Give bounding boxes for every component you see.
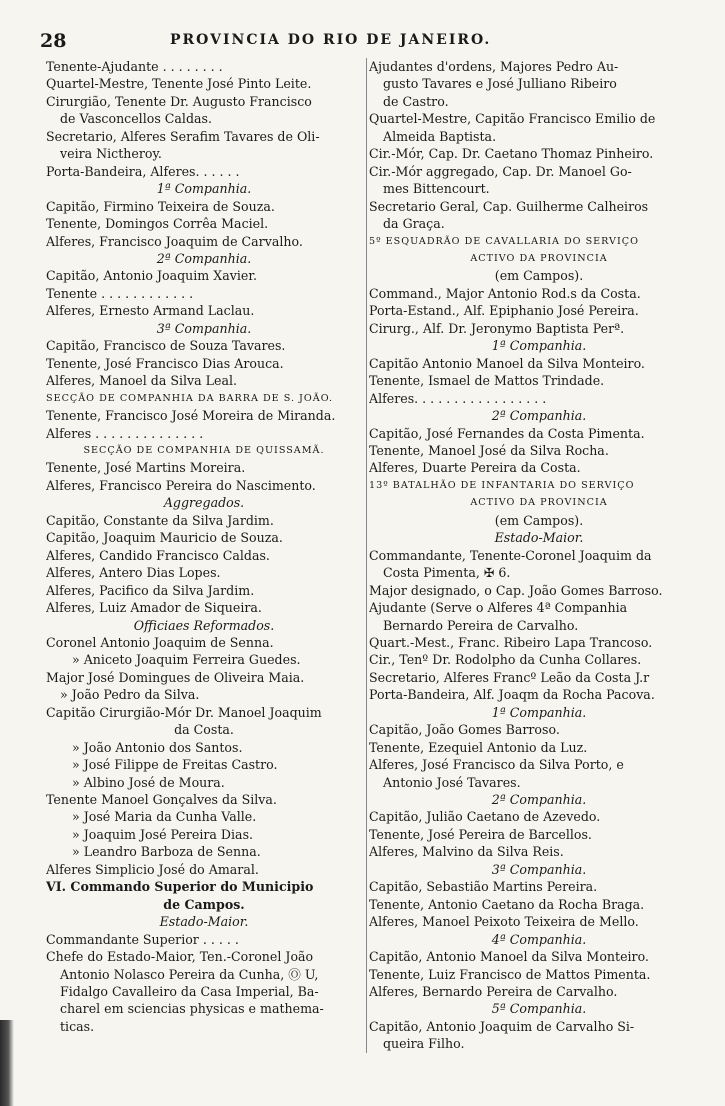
right-column-line: Alferes, Manoel Peixoto Teixeira de Mello. bbox=[369, 914, 639, 930]
right-column-line: 1ª Companhia. bbox=[491, 704, 587, 720]
left-column-line: Capitão, Firmino Teixeira de Souza. bbox=[46, 198, 275, 214]
left-column-line: Capitão, Constante da Silva Jardim. bbox=[46, 512, 274, 528]
right-column-line: Capitão Antonio Manoel da Silva Monteiro. bbox=[369, 355, 645, 371]
left-column bbox=[46, 58, 362, 1035]
left-column-line: Alferes, Luiz Amador de Siqueira. bbox=[46, 600, 262, 616]
left-column-line: » João Antonio dos Santos. bbox=[72, 739, 243, 755]
right-column-line: Alferes, Duarte Pereira da Costa. bbox=[369, 460, 581, 476]
right-column-line: Tenente, Ismael de Mattos Trindade. bbox=[369, 373, 605, 389]
right-column-line: Alferes, Bernardo Pereira de Carvalho. bbox=[369, 984, 618, 1000]
right-column-line: 1ª Companhia. bbox=[491, 338, 587, 354]
right-column-line: Command., Major Antonio Rod.s da Costa. bbox=[369, 285, 641, 301]
right-column-line: de Castro. bbox=[383, 93, 449, 109]
right-column-line: ACTIVO DA PROVINCIA bbox=[470, 497, 608, 509]
right-column-line: Alferes, José Francisco da Silva Porto, e bbox=[369, 757, 624, 773]
right-column-line: 5º ESQUADRÃO DE CAVALLARIA DO SERVIÇO bbox=[369, 235, 639, 247]
right-column-line: Alferes, Malvino da Silva Reis. bbox=[369, 844, 564, 860]
left-column-line: » Joaquim José Pereira Dias. bbox=[72, 826, 254, 842]
right-column-line: Estado-Maior. bbox=[494, 530, 584, 546]
left-column-line: » João Pedro da Silva. bbox=[60, 687, 200, 703]
right-column-line: (em Campos). bbox=[494, 268, 584, 284]
right-column-line: Alferes. . . . . . . . . . . . . . . . . bbox=[369, 390, 547, 406]
left-column-line: Alferes, Manoel da Silva Leal. bbox=[46, 373, 237, 389]
left-column-line: 2ª Companhia. bbox=[156, 250, 252, 266]
right-column-line: Costa Pimenta, ✠ 6. bbox=[383, 565, 511, 581]
right-column-line: 2ª Companhia. bbox=[491, 408, 587, 424]
right-column-line: Capitão, João Gomes Barroso. bbox=[369, 722, 560, 738]
left-column-line: Tenente, José Francisco Dias Arouca. bbox=[46, 355, 284, 371]
right-column-line: Cir., Tenº Dr. Rodolpho da Cunha Collares. bbox=[369, 652, 642, 668]
left-column-line: Tenente . . . . . . . . . . . . bbox=[46, 285, 194, 301]
right-column-line: Tenente, Manoel José da Silva Rocha. bbox=[369, 442, 609, 458]
right-column-line: Almeida Baptista. bbox=[383, 128, 497, 144]
right-column-line: Tenente, Luiz Francisco de Mattos Pimenta. bbox=[369, 966, 651, 982]
left-column-line: SECÇÃO DE COMPANHIA DA BARRA DE S. JOÃO. bbox=[46, 392, 334, 404]
right-column-line: Capitão, Antonio Joaquim de Carvalho Si- bbox=[369, 1018, 635, 1034]
left-column-line: » Aniceto Joaquim Ferreira Guedes. bbox=[72, 652, 301, 668]
right-column-line: Ajudante (Serve o Alferes 4ª Companhia bbox=[369, 600, 628, 616]
left-column-line: Aggregados. bbox=[163, 495, 245, 511]
page-header bbox=[40, 30, 700, 52]
left-column-line: Capitão, Francisco de Souza Tavares. bbox=[46, 338, 286, 354]
left-column-line: » Albino José de Moura. bbox=[72, 774, 225, 790]
left-column-line: » Leandro Barboza de Senna. bbox=[72, 844, 261, 860]
left-column-line: Alferes, Pacifico da Silva Jardim. bbox=[46, 582, 255, 598]
right-column-line: 5ª Companhia. bbox=[491, 1001, 587, 1017]
running-title: PROVINCIA DO RIO DE JANEIRO. bbox=[170, 32, 492, 48]
left-column-line: Antonio Nolasco Pereira da Cunha, Ⓞ U, bbox=[60, 966, 319, 982]
left-column-line: Major José Domingues de Oliveira Maia. bbox=[46, 669, 305, 685]
right-column-line: ACTIVO DA PROVINCIA bbox=[470, 252, 608, 264]
right-column-line: Bernardo Pereira de Carvalho. bbox=[383, 617, 579, 633]
right-column-line: Capitão, José Fernandes da Costa Pimenta. bbox=[369, 425, 645, 441]
right-column-line: Tenente, José Pereira de Barcellos. bbox=[369, 826, 592, 842]
left-column-line: Chefe do Estado-Maior, Ten.-Coronel João bbox=[46, 949, 314, 965]
left-column-line: Alferes . . . . . . . . . . . . . . bbox=[46, 425, 204, 441]
left-column-line: 1ª Companhia. bbox=[156, 181, 252, 197]
left-column-line: Officiaes Reformados. bbox=[133, 617, 275, 633]
right-column-line: Cir.-Mór, Cap. Dr. Caetano Thomaz Pinheiro. bbox=[369, 146, 654, 162]
right-column-line: Tenente, Antonio Caetano da Rocha Braga. bbox=[369, 896, 645, 912]
right-column-line: Porta-Estand., Alf. Epiphanio José Pereira. bbox=[369, 303, 639, 319]
right-column bbox=[366, 58, 709, 1053]
left-column-line: Quartel-Mestre, Tenente José Pinto Leite. bbox=[46, 76, 312, 92]
left-column-line: veira Nictheroy. bbox=[60, 146, 162, 162]
left-column-line: Tenente, Domingos Corrêa Maciel. bbox=[46, 216, 269, 232]
left-column-line: Cirurgião, Tenente Dr. Augusto Francisco bbox=[46, 93, 312, 109]
left-column-line: Estado-Maior. bbox=[159, 914, 249, 930]
right-column-line: Antonio José Tavares. bbox=[383, 774, 521, 790]
page-number: 28 bbox=[40, 30, 67, 52]
left-column-line: de Campos. bbox=[163, 896, 245, 912]
right-column-line: Cir.-Mór aggregado, Cap. Dr. Manoel Go- bbox=[369, 163, 632, 179]
left-column-line: Fidalgo Cavalleiro da Casa Imperial, Ba- bbox=[60, 984, 319, 1000]
right-column-line: Secretario Geral, Cap. Guilherme Calheiros bbox=[369, 198, 649, 214]
left-column-line: Porta-Bandeira, Alferes. . . . . . bbox=[46, 163, 240, 179]
left-column-line: Capitão, Joaquim Mauricio de Souza. bbox=[46, 530, 283, 546]
left-column-line: Commandante Superior . . . . . bbox=[46, 931, 239, 947]
right-column-line: 13º BATALHÃO DE INFANTARIA DO SERVIÇO bbox=[369, 479, 635, 491]
right-column-line: Porta-Bandeira, Alf. Joaqm da Rocha Pacova. bbox=[369, 687, 655, 703]
right-column-line: Ajudantes d'ordens, Majores Pedro Au- bbox=[369, 59, 619, 74]
right-column-line: Cirurg., Alf. Dr. Jeronymo Baptista Perª. bbox=[369, 320, 625, 336]
right-column-line: Secretario, Alferes Francº Leão da Costa J.r bbox=[369, 669, 650, 685]
left-column-line: Alferes, Candido Francisco Caldas. bbox=[46, 547, 270, 563]
right-column-line: Quart.-Mest., Franc. Ribeiro Lapa Trancoso. bbox=[369, 634, 653, 650]
right-column-line: 4ª Companhia. bbox=[491, 931, 587, 947]
left-column-line: Alferes, Francisco Joaquim de Carvalho. bbox=[46, 233, 303, 249]
right-column-line: Capitão, Sebastião Martins Pereira. bbox=[369, 879, 598, 895]
left-column-line: Tenente Manoel Gonçalves da Silva. bbox=[46, 792, 277, 808]
right-column-line: Major designado, o Cap. João Gomes Barroso. bbox=[369, 582, 663, 598]
right-column-line: Commandante, Tenente-Coronel Joaquim da bbox=[369, 547, 652, 563]
right-column-line: mes Bittencourt. bbox=[383, 181, 490, 197]
left-column-line: Alferes Simplicio José do Amaral. bbox=[46, 861, 259, 877]
left-column-line: Alferes, Ernesto Armand Laclau. bbox=[46, 303, 255, 319]
left-column-line: ticas. bbox=[60, 1018, 95, 1034]
left-column-line: Secretario, Alferes Serafim Tavares de Oli- bbox=[46, 128, 320, 144]
page-edge-shadow bbox=[0, 1020, 14, 1106]
left-column-line: » José Maria da Cunha Valle. bbox=[72, 809, 257, 825]
right-column-line: queira Filho. bbox=[383, 1036, 465, 1052]
left-column-line: » José Filippe de Freitas Castro. bbox=[72, 757, 278, 773]
left-column-line: VI. Commando Superior do Municipio bbox=[46, 879, 314, 895]
left-column-line: Tenente, José Martins Moreira. bbox=[46, 460, 246, 476]
left-column-line: SECÇÃO DE COMPANHIA DE QUISSAMÃ. bbox=[83, 444, 325, 456]
left-column-line: Capitão Cirurgião-Mór Dr. Manoel Joaquim bbox=[46, 704, 322, 720]
right-column-line: 2ª Companhia. bbox=[491, 792, 587, 808]
right-column-line: Capitão, Antonio Manoel da Silva Monteiro. bbox=[369, 949, 649, 965]
left-column-line: da Costa. bbox=[174, 722, 234, 738]
right-column-line: Capitão, Julião Caetano de Azevedo. bbox=[369, 809, 601, 825]
right-column-line: da Graça. bbox=[383, 216, 445, 232]
right-column-line: 3ª Companhia. bbox=[491, 861, 587, 877]
left-column-line: de Vasconcellos Caldas. bbox=[60, 111, 212, 127]
right-column-line: (em Campos). bbox=[494, 512, 584, 528]
right-column-line: gusto Tavares e José Julliano Ribeiro bbox=[383, 76, 617, 92]
left-column-line: Tenente-Ajudante . . . . . . . . bbox=[46, 59, 223, 74]
left-column-line: Alferes, Antero Dias Lopes. bbox=[46, 565, 221, 581]
left-column-line: Capitão, Antonio Joaquim Xavier. bbox=[46, 268, 257, 284]
left-column-line: Alferes, Francisco Pereira do Nascimento. bbox=[46, 477, 316, 493]
left-column-line: charel em sciencias physicas e mathema- bbox=[60, 1001, 324, 1017]
left-column-line: Tenente, Francisco José Moreira de Miranda. bbox=[46, 408, 336, 424]
left-column-line: 3ª Companhia. bbox=[156, 320, 252, 336]
right-column-line: Tenente, Ezequiel Antonio da Luz. bbox=[369, 739, 588, 755]
left-column-line: Coronel Antonio Joaquim de Senna. bbox=[46, 634, 274, 650]
right-column-line: Quartel-Mestre, Capitão Francisco Emilio de bbox=[369, 111, 656, 127]
